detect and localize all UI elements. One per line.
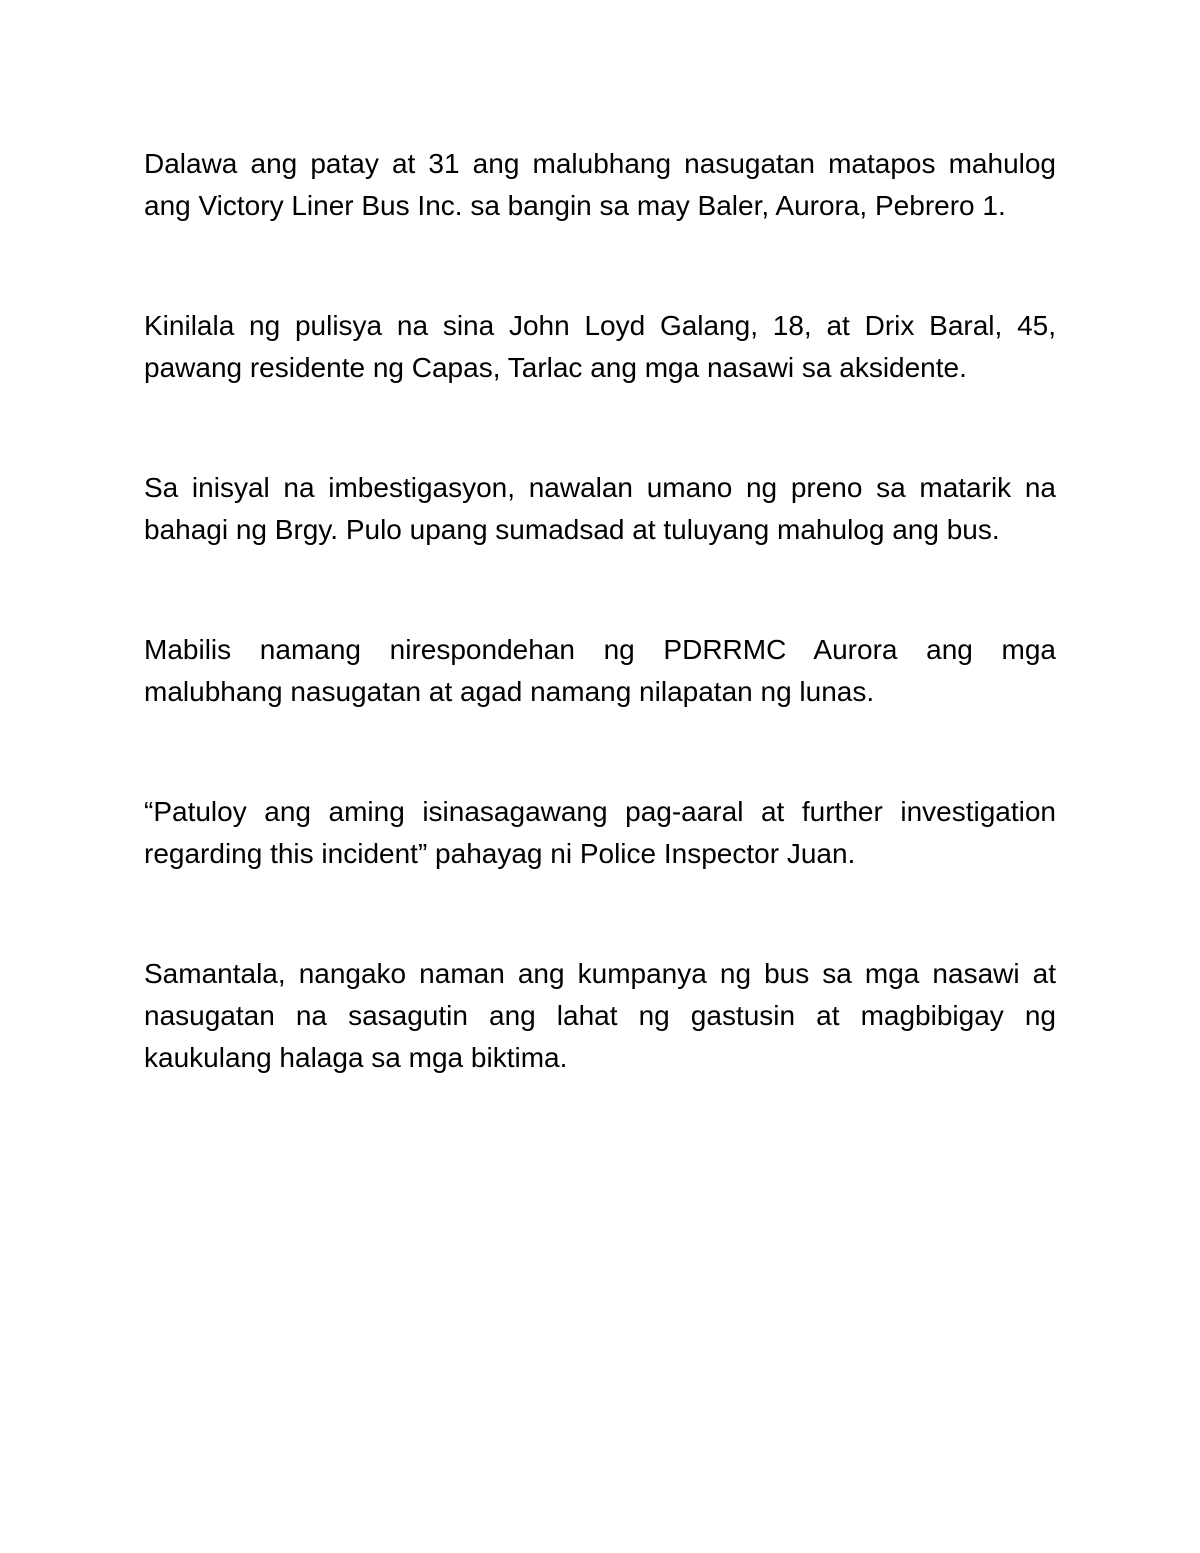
paragraph-2: Kinilala ng pulisya na sina John Loyd Galang, 18, at Drix Baral, 45, pawang residente ng Capas, Tarlac ang mga nasawi sa aksidente. [144, 310, 1056, 383]
paragraph-5: “Patuloy ang aming isinasagawang pag-aaral at further investigation regarding this incident” pahayag ni Police Inspector Juan. [144, 796, 1056, 869]
document-body [144, 143, 1056, 1157]
paragraph-1: Dalawa ang patay at 31 ang malubhang nasugatan matapos mahulog ang Victory Liner Bus Inc. sa bangin sa may Baler, Aurora, Pebrero 1. [144, 148, 1056, 221]
paragraph-6: Samantala, nangako naman ang kumpanya ng bus sa mga nasawi at nasugatan na sasagutin ang lahat ng gastusin at magbibigay ng kaukulang halaga sa mga biktima. [144, 958, 1056, 1073]
paragraph-4: Mabilis namang nirespondehan ng PDRRMC Aurora ang mga malubhang nasugatan at agad namang nilapatan ng lunas. [144, 634, 1056, 707]
paragraph-3: Sa inisyal na imbestigasyon, nawalan umano ng preno sa matarik na bahagi ng Brgy. Pulo upang sumadsad at tuluyang mahulog ang bus. [144, 472, 1056, 545]
